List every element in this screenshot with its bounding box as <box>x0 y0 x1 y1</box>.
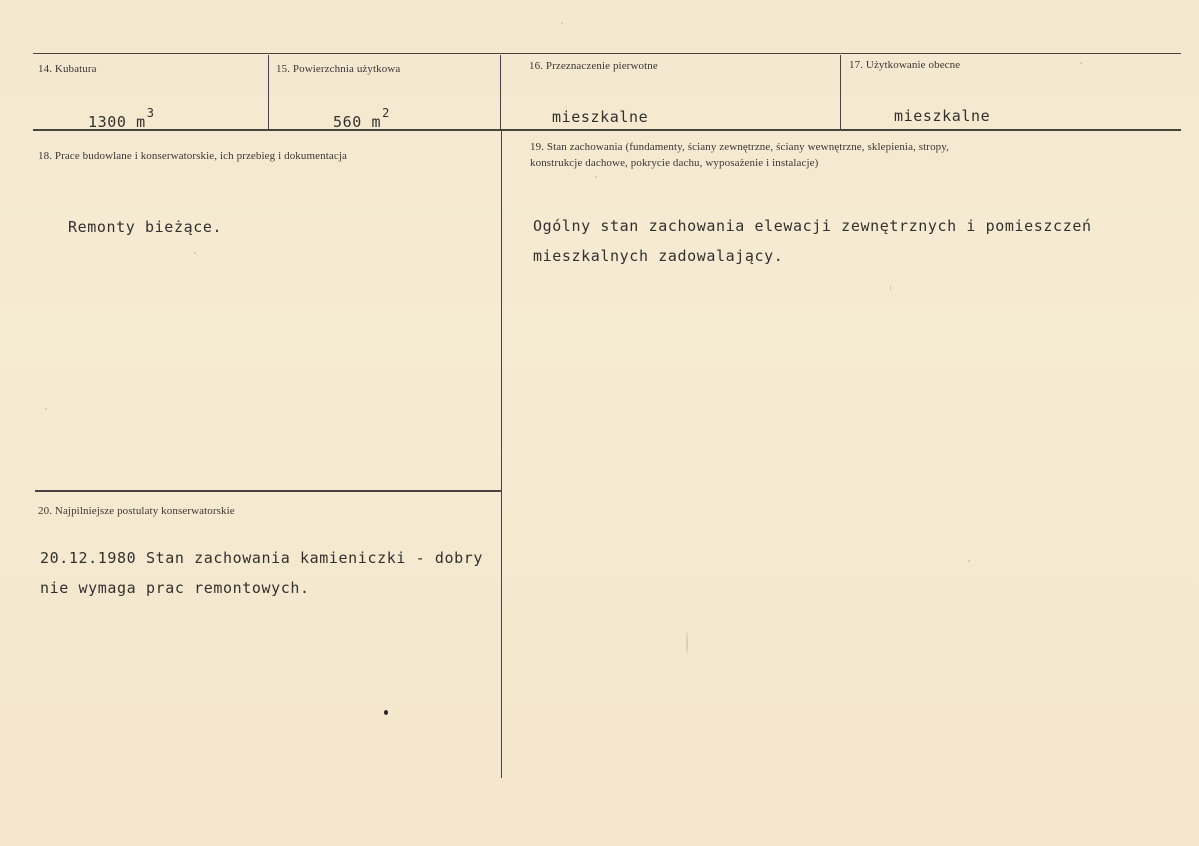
field-20-value-line-2: nie wymaga prac remontowych. <box>40 579 310 597</box>
main-vertical-divider <box>501 131 502 778</box>
paper-speck <box>194 252 196 254</box>
col-divider-16-17 <box>840 55 841 129</box>
field-15-value <box>333 106 390 131</box>
field-18-value: Remonty bieżące. <box>68 218 223 236</box>
field-17-label: 17. Użytkowanie obecne <box>849 59 961 71</box>
field-18-label: 18. Prace budowlane i konserwatorskie, ich przebieg i dokumentacja <box>38 150 347 162</box>
ink-dot <box>384 710 388 715</box>
field-20-label: 20. Najpilniejsze postulaty konserwatorskie <box>38 505 235 517</box>
col-divider-14-15 <box>268 55 269 129</box>
field-16-value: mieszkalne <box>552 108 649 126</box>
field-19-value-line-1: Ogólny stan zachowania elewacji zewnętrznych i pomieszczeń <box>533 217 1092 235</box>
field-14-number: 1300 m <box>88 113 146 131</box>
field-20-value-line-1: 20.12.1980 Stan zachowania kamieniczki - dobry <box>40 549 484 567</box>
paper-speck <box>1080 62 1082 64</box>
top-border-line <box>33 53 1181 54</box>
field-14-unit-exponent: 3 <box>146 106 155 120</box>
field-14-value <box>88 106 155 131</box>
field-19-label-line-1: 19. Stan zachowania (fundamenty, ściany zewnętrzne, ściany wewnętrzne, sklepienia, stropy, <box>530 141 950 153</box>
field-15-number: 560 m <box>333 113 382 131</box>
field-16-label: 16. Przeznaczenie pierwotne <box>529 60 658 72</box>
row1-divider-line <box>33 129 1181 131</box>
field-19-value-line-2: mieszkalnych zadowalający. <box>533 247 784 265</box>
paper-speck <box>968 560 970 562</box>
field-19-label-line-2: konstrukcje dachowe, pokrycie dachu, wyposażenie i instalacje) <box>530 157 819 169</box>
field-15-unit-exponent: 2 <box>382 106 390 120</box>
paper-speck <box>595 176 597 178</box>
row-divider-18-20 <box>35 490 501 492</box>
paper-speck <box>686 632 688 654</box>
paper-speck <box>890 285 891 291</box>
paper-speck <box>561 22 563 24</box>
field-14-label: 14. Kubatura <box>38 63 97 75</box>
paper-speck <box>45 408 47 410</box>
field-17-value: mieszkalne <box>894 107 991 125</box>
col-divider-15-16 <box>500 55 501 129</box>
field-15-label: 15. Powierzchnia użytkowa <box>276 63 401 75</box>
